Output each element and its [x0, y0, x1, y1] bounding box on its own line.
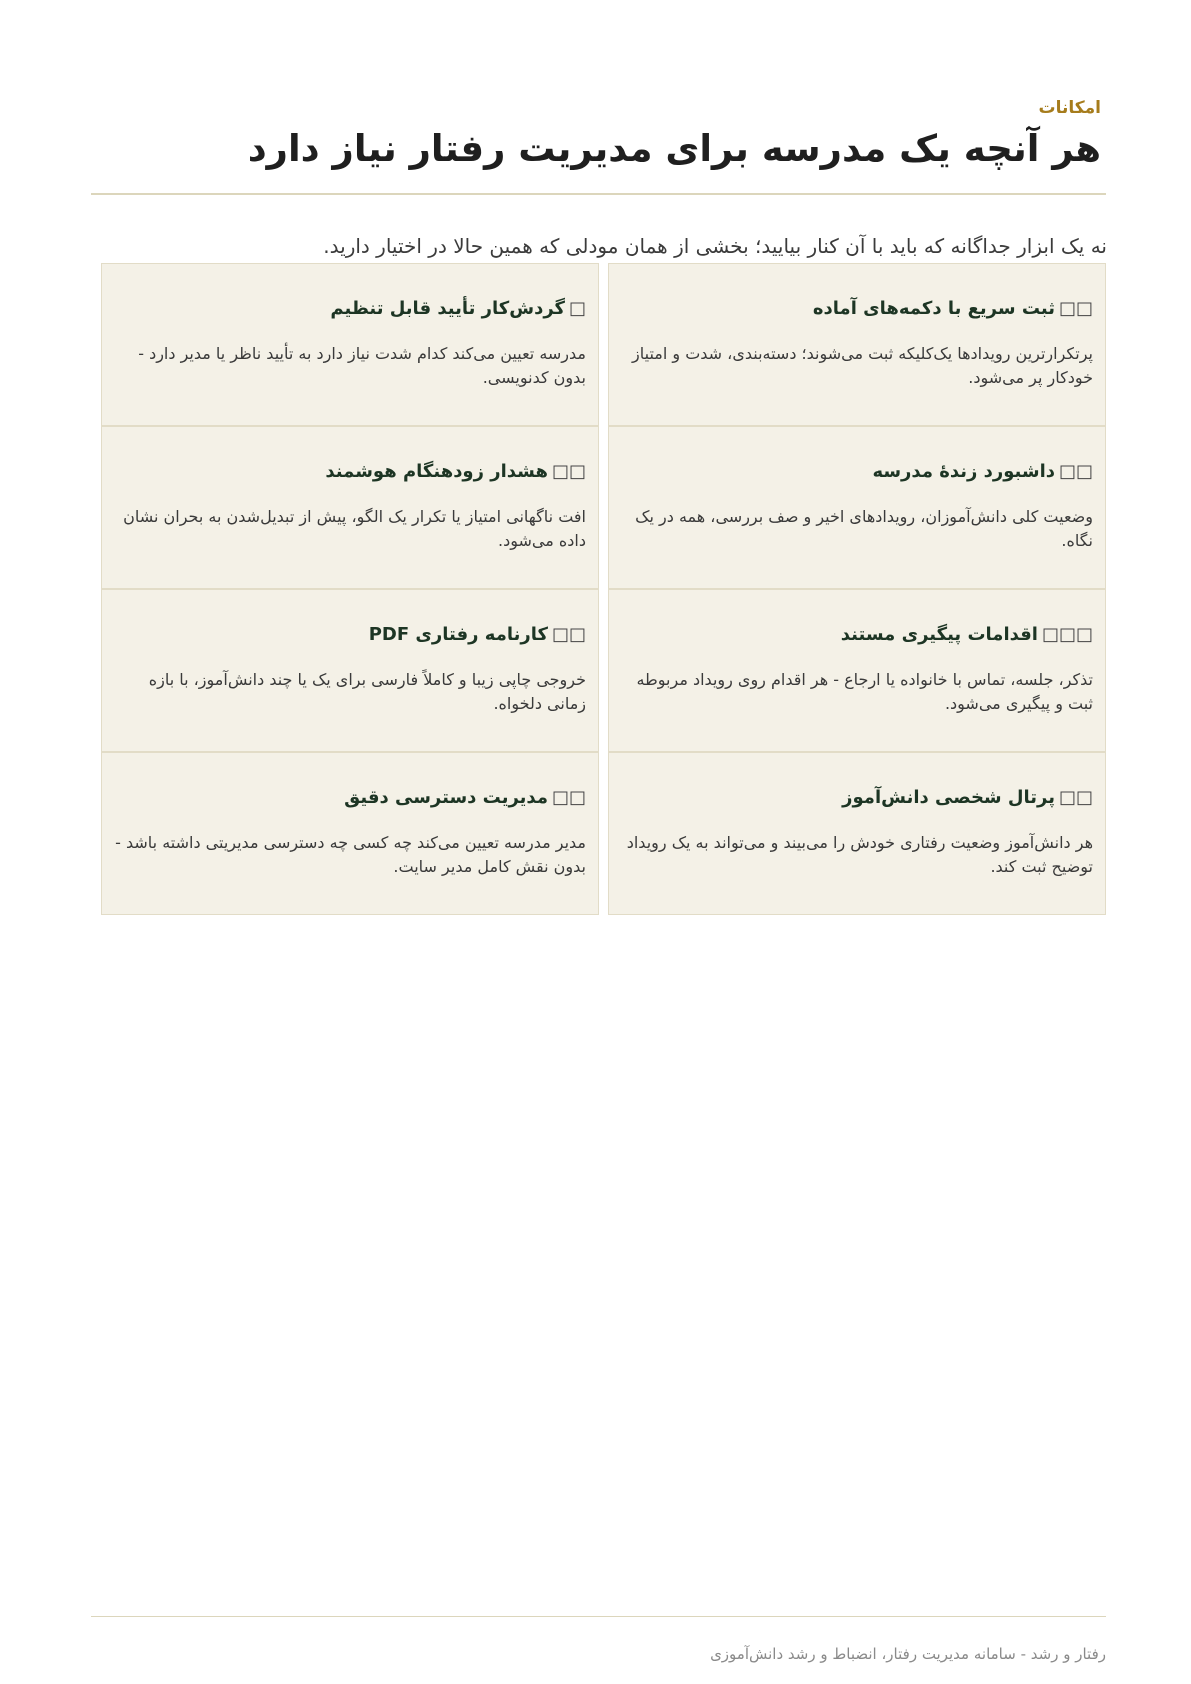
- feature-card-access-control: [101, 752, 599, 915]
- feature-title: [114, 785, 586, 811]
- feature-title: [114, 296, 586, 322]
- feature-title: [621, 296, 1093, 322]
- feature-card-live-dashboard: [608, 426, 1106, 589]
- page-footer: رفتار و رشد - سامانه مدیریت رفتار، انضباط و رشد دانش‌آموزی: [710, 1645, 1106, 1663]
- title-divider: [91, 193, 1106, 195]
- feature-title-text: مدیریت دسترسی دقیق: [344, 787, 548, 808]
- chart-icon: □□: [1058, 461, 1093, 482]
- feature-description: تذکر، جلسه، تماس با خانواده یا ارجاع - هر اقدام روی رویداد مربوطه ثبت و پیگیری می‌شود.: [636, 670, 1093, 713]
- feature-description: افت ناگهانی امتیاز یا تکرار یک الگو، پیش از تبدیل‌شدن به بحران نشان داده می‌شود.: [123, 507, 586, 550]
- feature-description: هر دانش‌آموز وضعیت رفتاری خودش را می‌بیند و می‌تواند به یک رویداد توضیح ثبت کند.: [626, 833, 1093, 876]
- feature-title: [621, 785, 1093, 811]
- feature-description: خروجی چاپی زیبا و کاملاً فارسی برای یک یا چند دانش‌آموز، با بازه زمانی دلخواه.: [148, 670, 586, 713]
- feature-title: [621, 459, 1093, 485]
- feature-title-text: پرتال شخصی دانش‌آموز: [842, 787, 1055, 808]
- section-eyebrow: امکانات: [1038, 98, 1101, 118]
- feature-card-pdf-report: [101, 589, 599, 752]
- check-icon: □: [568, 298, 586, 319]
- clipboard-icon: □□□: [1041, 624, 1093, 645]
- feature-title-text: ثبت سریع با دکمه‌های آماده: [812, 298, 1055, 319]
- feature-title: [114, 622, 586, 648]
- feature-title-text: اقدامات پیگیری مستند: [840, 624, 1038, 645]
- feature-description: مدیر مدرسه تعیین می‌کند چه کسی چه دسترسی مدیریتی داشته باشد - بدون نقش کامل مدیر سایت.: [115, 833, 586, 876]
- user-icon: □□: [1058, 787, 1093, 808]
- feature-grid: [101, 263, 1106, 915]
- feature-title-text: کارنامه رفتاری PDF: [368, 624, 548, 645]
- feature-card-quick-entry: [608, 263, 1106, 426]
- feature-title-text: داشبورد زندهٔ مدرسه: [872, 461, 1055, 482]
- feature-title-text: هشدار زودهنگام هوشمند: [325, 461, 548, 482]
- feature-card-student-portal: [608, 752, 1106, 915]
- feature-card-early-warning: [101, 426, 599, 589]
- feature-title-text: گردش‌کار تأیید قابل تنظیم: [330, 298, 565, 319]
- lead-paragraph: نه یک ابزار جداگانه که باید با آن کنار بیایید؛ بخشی از همان مودلی که همین حالا در اختیار دارید.: [323, 234, 1107, 258]
- feature-description: مدرسه تعیین می‌کند کدام شدت نیاز دارد به تأیید ناظر یا مدیر دارد - بدون کدنویسی.: [138, 344, 586, 387]
- warning-icon: □□: [551, 461, 586, 482]
- footer-divider: [91, 1616, 1106, 1617]
- feature-card-approval-workflow: [101, 263, 599, 426]
- feature-title: [621, 622, 1093, 648]
- page-title: هر آنچه یک مدرسه برای مدیریت رفتار نیاز دارد: [247, 127, 1101, 170]
- feature-description: وضعیت کلی دانش‌آموزان، رویدادهای اخیر و صف بررسی، همه در یک نگاه.: [635, 507, 1093, 550]
- feature-description: پرتکرارترین رویدادها یک‌کلیکه ثبت می‌شوند؛ دسته‌بندی، شدت و امتیاز خودکار پر می‌شود.: [632, 344, 1093, 387]
- feature-title: [114, 459, 586, 485]
- lock-icon: □□: [551, 787, 586, 808]
- document-icon: □□: [551, 624, 586, 645]
- lightning-icon: □□: [1058, 298, 1093, 319]
- feature-card-follow-up: [608, 589, 1106, 752]
